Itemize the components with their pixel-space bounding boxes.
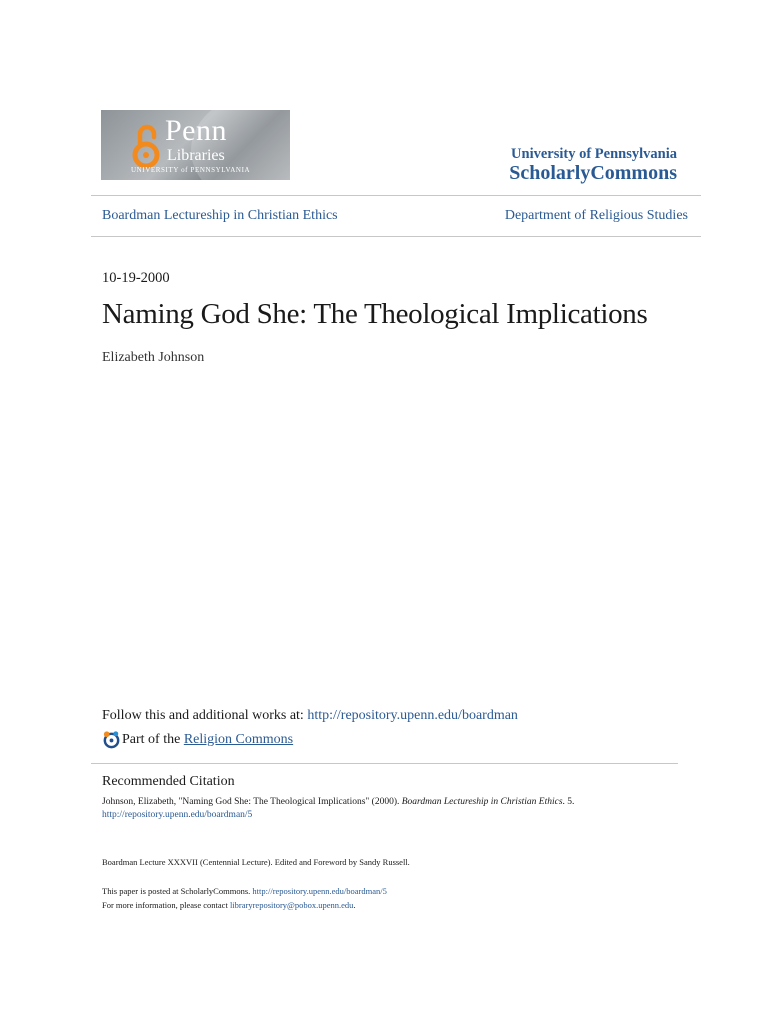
contact-email[interactable]: libraryrepository@pobox.upenn.edu [229,900,354,910]
contact-suffix: . [353,900,356,910]
citation-suffix: . 5. [562,797,575,807]
department-link[interactable]: Department of Religious Studies [504,208,688,223]
contact-prefix: For more information, please contact [102,900,228,910]
posted-url[interactable]: http://repository.upenn.edu/boardman/5 [252,886,387,896]
citation-divider [91,763,678,764]
posted-prefix: This paper is posted at ScholarlyCommons. [102,886,251,896]
citation-plain: Johnson, Elizabeth, "Naming God She: The Theological Implications" (2000). [102,797,400,807]
citation-heading: Recommended Citation [102,774,235,789]
commons-network-icon [102,730,121,749]
paper-author: Elizabeth Johnson [102,350,205,365]
logo-university: UNIVERSITY of PENNSYLVANIA [131,166,251,174]
series-link[interactable]: Boardman Lectureship in Christian Ethics [102,208,338,223]
part-of-prefix: Part of the [122,731,181,747]
header-divider [91,195,701,196]
contact-line [102,900,356,910]
follow-url[interactable]: http://repository.upenn.edu/boardman [307,708,518,723]
follow-prefix: Follow this and additional works at: [102,708,304,723]
logo-subtitle: Libraries [167,147,225,164]
religion-commons-link[interactable]: Religion Commons [183,731,294,747]
penn-libraries-logo[interactable] [101,110,290,180]
logo-wordmark: Penn [165,114,227,147]
paper-date: 10-19-2000 [102,270,170,286]
citation-series: Boardman Lectureship in Christian Ethics [401,797,563,807]
paper-title: Naming God She: The Theological Implications [102,298,648,330]
repository-name[interactable]: ScholarlyCommons [509,162,677,184]
follow-line [102,708,518,724]
nav-divider [91,236,701,237]
open-access-lock-icon [131,122,161,170]
lecture-note: Boardman Lecture XXXVII (Centennial Lecture). Edited and Foreword by Sandy Russell. [102,857,410,867]
repository-university[interactable]: University of Pennsylvania [511,146,677,162]
citation-text [102,797,574,807]
posted-line [102,886,387,896]
part-of-line [102,730,293,749]
citation-url[interactable]: http://repository.upenn.edu/boardman/5 [102,810,253,820]
